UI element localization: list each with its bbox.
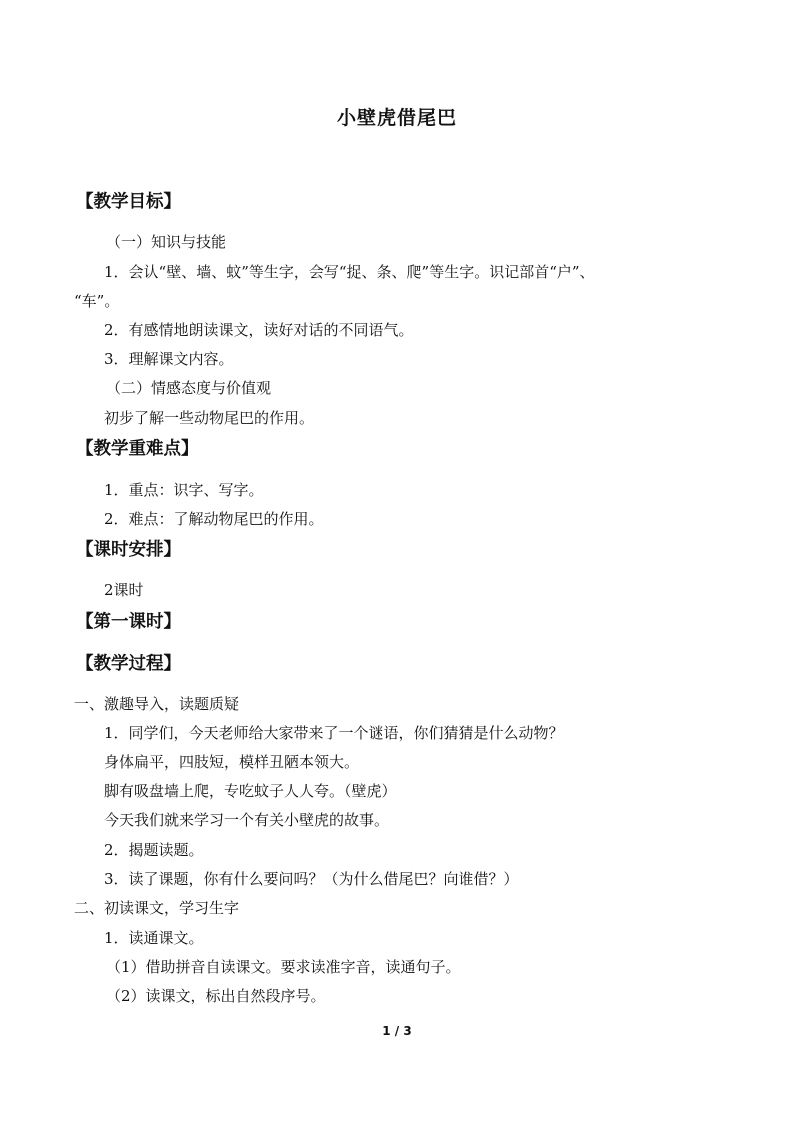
page-number: 1 / 3 xyxy=(382,1024,412,1038)
objectives-heading: 【教学目标】 xyxy=(76,192,181,212)
objective-item-1: 1．会认“壁、墙、蚊”等生字，会写“捉、条、爬”等生字。识记部首“户”、 xyxy=(104,263,595,281)
step-2-item-1: 1．读通课文。 xyxy=(104,929,204,947)
key-point-2: 2．难点：了解动物尾巴的作用。 xyxy=(104,510,324,528)
key-points-heading: 【教学重难点】 xyxy=(76,439,199,459)
step-2-subitem-2: （2）读课文，标出自然段序号。 xyxy=(106,987,326,1005)
document-title: 小壁虎借尾巴 xyxy=(336,107,457,129)
process-heading: 【教学过程】 xyxy=(76,654,181,674)
lesson-one-heading: 【第一课时】 xyxy=(76,612,181,632)
step-2-subitem-1: （1）借助拼音自读课文。要求读准字音，读通句子。 xyxy=(106,958,461,976)
objective-item-1-continued: “车”。 xyxy=(74,292,120,310)
objectives-subheading-emotion: （二）情感态度与价值观 xyxy=(106,379,272,397)
schedule-heading: 【课时安排】 xyxy=(76,540,181,560)
step-2-title: 二、初读课文，学习生字 xyxy=(74,899,240,917)
step-1-item-1: 1．同学们，今天老师给大家带来了一个谜语，你们猜猜是什么动物？ xyxy=(104,724,564,742)
step-1-intro: 今天我们就来学习一个有关小壁虎的故事。 xyxy=(104,811,390,829)
objective-item-3: 3．理解课文内容。 xyxy=(104,350,234,368)
objective-item-2: 2．有感情地朗读课文，读好对话的不同语气。 xyxy=(104,321,414,339)
objective-emotion-text: 初步了解一些动物尾巴的作用。 xyxy=(104,409,315,427)
schedule-text: 2课时 xyxy=(104,581,144,599)
riddle-line-2: 脚有吸盘墙上爬，专吃蚊子人人夸。（壁虎） xyxy=(104,782,397,800)
step-1-title: 一、激趣导入，读题质疑 xyxy=(74,695,240,713)
objectives-subheading-knowledge: （一）知识与技能 xyxy=(106,233,227,251)
riddle-line-1: 身体扁平，四肢短，模样丑陋本领大。 xyxy=(104,753,360,771)
step-1-item-2: 2．揭题读题。 xyxy=(104,841,204,859)
step-1-item-3: 3．读了课题，你有什么要问吗？（为什么借尾巴？向谁借？） xyxy=(104,870,519,888)
key-point-1: 1．重点：识字、写字。 xyxy=(104,481,264,499)
